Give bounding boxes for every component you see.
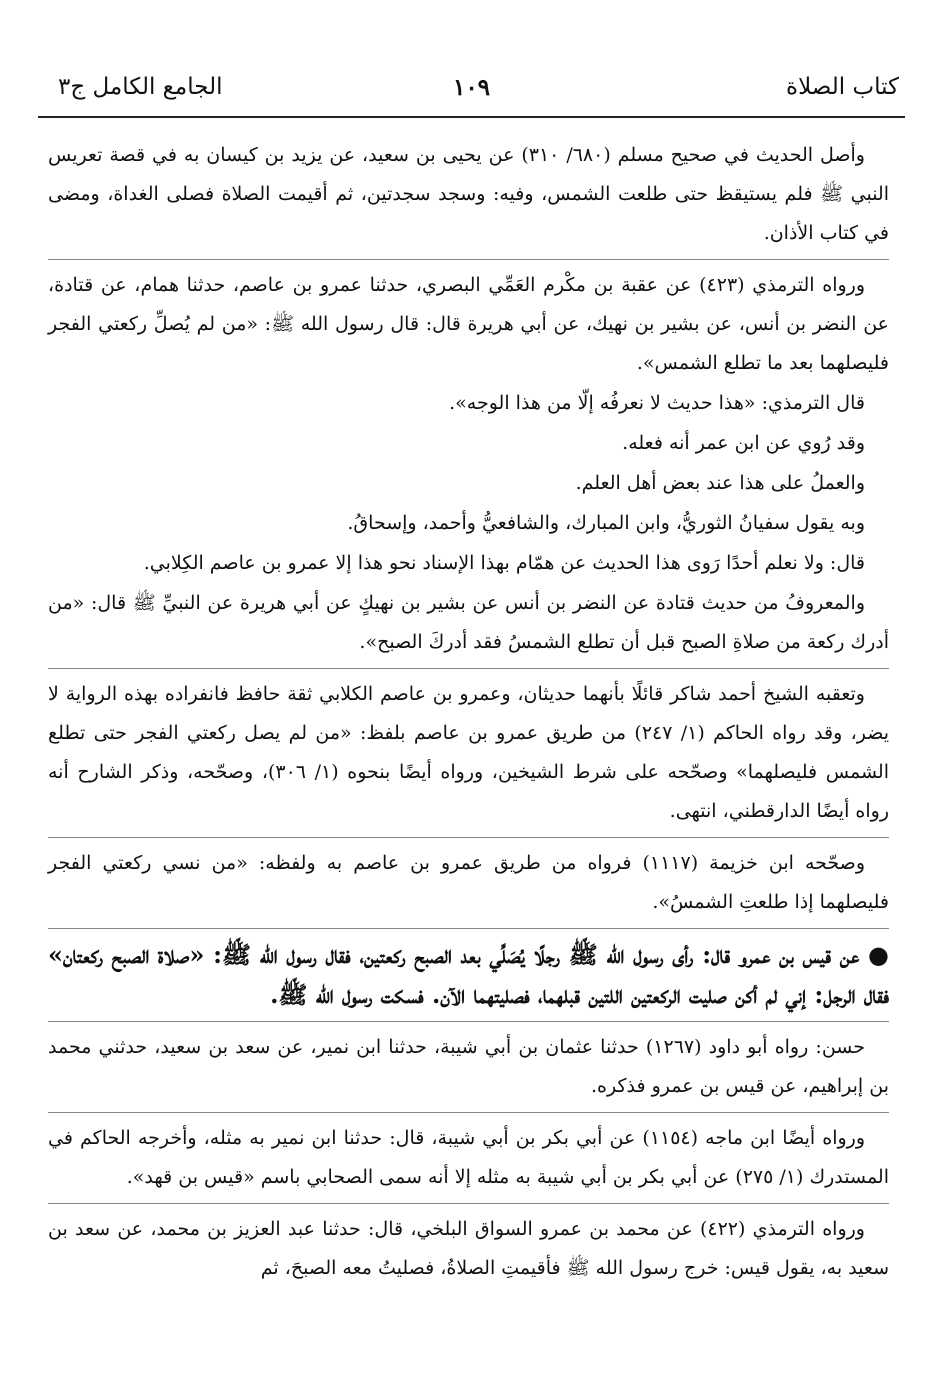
main-hadith: ● عن قيس بن عمرو قال: رأى رسول الله ﷺ رجلًا يُصَلِّي بعد الصبح ركعتين، فقال رسول الله ﷺ: «صلاة الصبح ركعتان» فقال الرجل: إني لم أكن صليت الركعتين اللتين قبلهما، فصليتهما الآن. فسكت رسول الله ﷺ. (48, 940, 889, 1009)
paragraph-divider (48, 668, 889, 669)
paragraph-divider (48, 1021, 889, 1022)
paragraph: وأصل الحديث في صحيح مسلم (٦٨٠/ ٣١٠) عن يحيى بن سعيد، عن يزيد بن كيسان به في قصة تعريس النبي ﷺ فلم يستيقظ حتى طلعت الشمس، وفيه: وسجد سجدتين، ثم أقيمت الصلاة فصلى الغداة، ومضى في كتاب الأذان. (48, 144, 889, 244)
paragraph-divider (48, 259, 889, 260)
paragraph: وقد رُوي عن ابن عمر أنه فعله. (622, 432, 865, 454)
paragraph: وتعقبه الشيخ أحمد شاكر قائلًا بأنهما حديثان، وعمرو بن عاصم الكلابي ثقة حافظ فانفراده بهذه الرواية لا يضر، وقد رواه الحاكم (١/ ٢٤٧) من طريق عمرو بن عاصم بلفظ: «من لم يصل ركعتي الفجر حتى تطلع الشمس فليصلهما» وصحّحه على شرط الشيخين، ورواه أيضًا بنحوه (١/ ٣٠٦)، وصحّحه، وذكر الشارح أنه رواه أيضًا الدارقطني، انتهى. (48, 683, 889, 822)
commentary-paragraph: حسن: رواه أبو داود (١٢٦٧) حدثنا عثمان بن أبي شيبة، حدثنا ابن نمير، عن سعد بن سعيد، حدثني محمد بن إبراهيم، عن قيس بن عمرو فذكره. (48, 1036, 889, 1097)
paragraph: وبه يقول سفيانُ الثوريُّ، وابن المبارك، والشافعيُّ وأحمد، وإسحاقُ. (347, 512, 865, 534)
paragraph: قال: ولا نعلم أحدًا رَوى هذا الحديث عن همّام بهذا الإسناد نحو هذا إلا عمرو بن عاصم الكِلابي. (143, 552, 865, 574)
page-body (48, 136, 889, 1289)
paragraph: وصحّحه ابن خزيمة (١١١٧) فرواه من طريق عمرو بن عاصم به ولفظه: «من نسي ركعتي الفجر فليصلهما إذا طلعتِ الشمسُ». (48, 852, 889, 913)
page-header (38, 70, 905, 116)
paragraph: والعملُ على هذا عند بعض أهل العلم. (575, 472, 865, 494)
page-number: ١٠٩ (452, 74, 491, 101)
paragraph: قال الترمذي: «هذا حديث لا نعرفُه إلّا من هذا الوجه». (449, 392, 865, 414)
paragraph: والمعروفُ من حديث قتادة عن النضر بن أنس عن بشير بن نهيكٍ عن أبي هريرة عن النبيِّ ﷺ قال: «من أدرك ركعة من صلاةِ الصبح قبل أن تطلع الشمسُ فقد أدركَ الصبح». (48, 592, 889, 653)
header-rule (38, 116, 905, 118)
book-title: الجامع الكامل ج٣ (58, 74, 223, 100)
paragraph-divider (48, 837, 889, 838)
commentary-paragraph: ورواه الترمذي (٤٢٢) عن محمد بن عمرو السواق البلخي، قال: حدثنا عبد العزيز بن محمد، عن سعد بن سعيد به، يقول قيس: خرج رسول الله ﷺ فأقيمتِ الصلاةُ، فصليتُ معه الصبحَ، ثم (48, 1218, 889, 1279)
paragraph-divider (48, 1112, 889, 1113)
paragraph-divider (48, 928, 889, 929)
paragraph-divider (48, 1203, 889, 1204)
chapter-title: كتاب الصلاة (786, 74, 899, 100)
commentary-paragraph: ورواه أيضًا ابن ماجه (١١٥٤) عن أبي بكر بن أبي شيبة، قال: حدثنا ابن نمير به مثله، وأخرجه الحاكم في المستدرك (١/ ٢٧٥) عن أبي بكر بن أبي شيبة به مثله إلا أنه سمى الصحابي باسم «قيس بن قهد». (48, 1127, 889, 1188)
paragraph: ورواه الترمذي (٤٢٣) عن عقبة بن مكْرم العَمِّي البصري، حدثنا عمرو بن عاصم، حدثنا همام، عن قتادة، عن النضر بن أنس، عن بشير بن نهيك، عن أبي هريرة قال: قال رسول الله ﷺ: «من لم يُصلِّ ركعتي الفجر فليصلهما بعد ما تطلع الشمس». (48, 274, 889, 374)
